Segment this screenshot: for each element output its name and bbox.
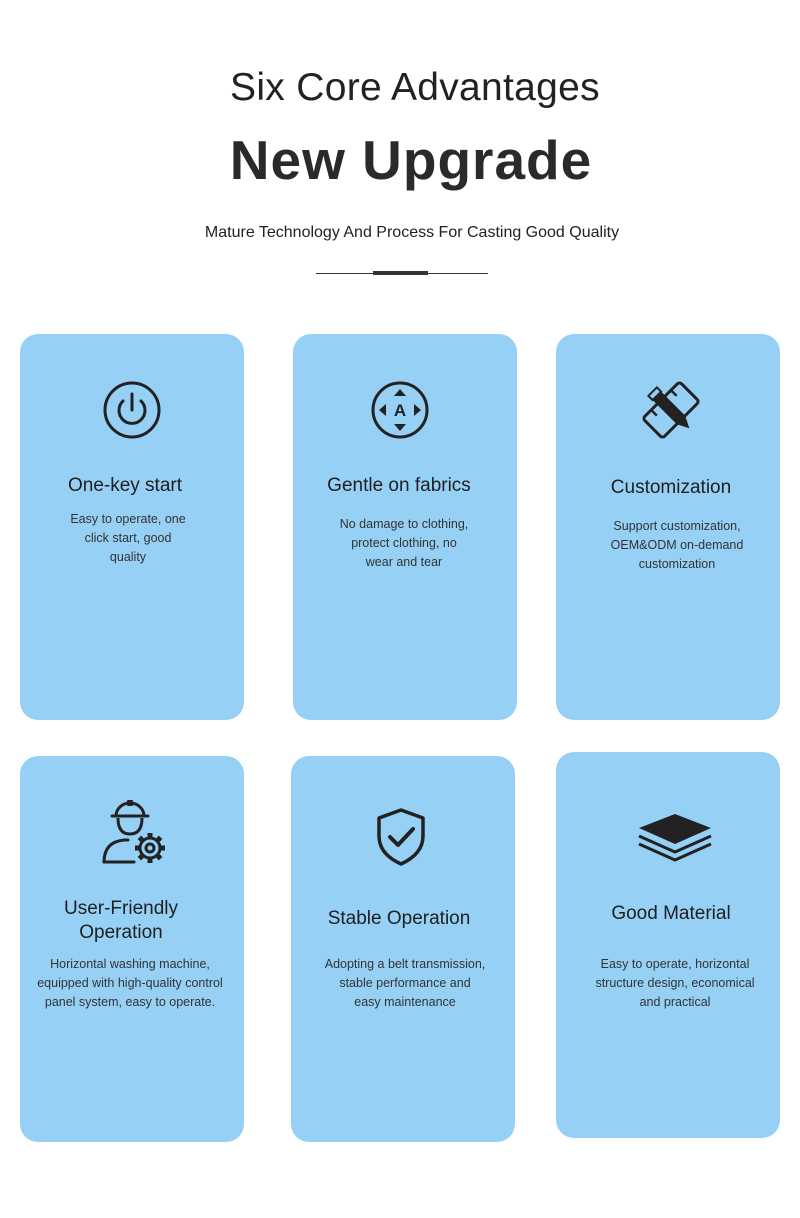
feature-card-stable-operation [291,756,515,1142]
feature-description: Easy to operate, horizontal structure design, economical and practical [595,957,755,1009]
feature-title: Gentle on fabrics [327,475,471,496]
shield-check-icon [289,806,513,868]
feature-description: No damage to clothing, protect clothing, no wear and tear [339,517,469,569]
layers-icon [563,810,787,868]
worker-gear-icon [22,796,246,868]
header-eyebrow: Six Core Advantages [230,66,600,109]
feature-title: Good Material [611,903,731,924]
power-icon [20,380,244,440]
pencil-edit-icon [559,380,783,440]
feature-card-one-key-start [20,334,244,720]
feature-title: User-Friendly Operation [63,898,179,943]
divider-accent [373,271,428,275]
feature-card-gentle-on-fabrics [293,334,517,720]
feature-title: Stable Operation [327,908,471,929]
feature-description: Horizontal washing machine, equipped with high-quality control panel system, easy to operate. [37,957,223,1009]
feature-description: Adopting a belt transmission, stable performance and easy maintenance [324,957,486,1009]
navigation-a-icon [288,380,512,440]
feature-title: One-key start [67,475,183,496]
feature-card-good-material [556,752,780,1138]
page-title: New Upgrade [229,129,593,191]
page-subtitle: Mature Technology And Process For Casting Good Quality [204,224,620,241]
feature-card-customization [556,334,780,720]
feature-card-user-friendly-operation [20,756,244,1142]
feature-title: Customization [610,477,732,498]
feature-description: Support customization, OEM&ODM on-demand customization [610,519,744,571]
feature-description: Easy to operate, one click start, good quality [70,512,186,564]
svg-text:A: A [393,401,407,420]
